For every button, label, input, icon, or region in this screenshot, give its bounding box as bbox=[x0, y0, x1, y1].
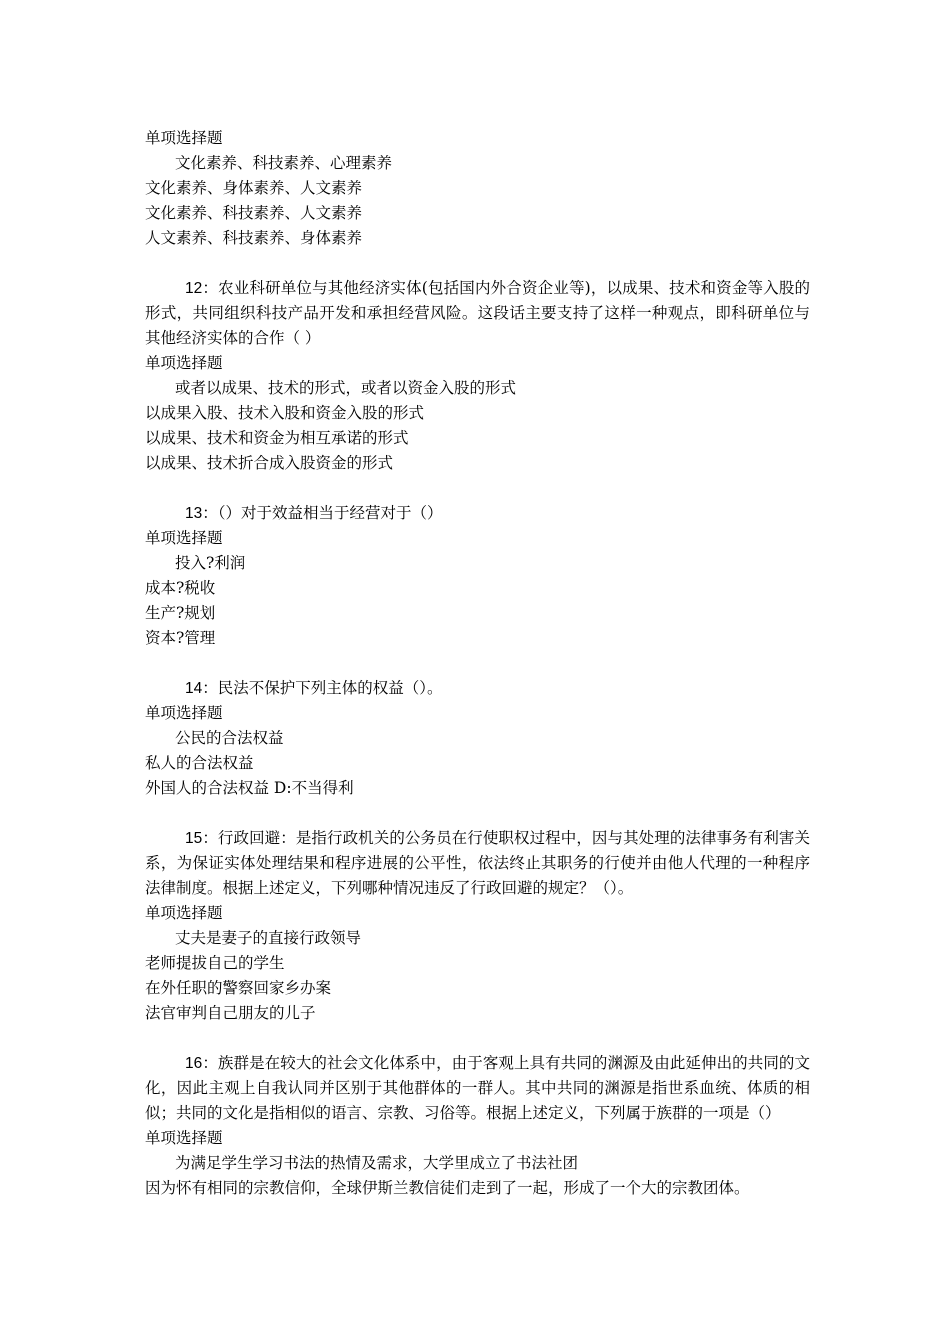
option-a: 丈夫是妻子的直接行政领导 bbox=[175, 929, 362, 947]
option-a: 公民的合法权益 bbox=[175, 729, 284, 747]
option-b: 以成果入股、技术入股和资金入股的形式 bbox=[145, 404, 425, 422]
option-a: 或者以成果、技术的形式，或者以资金入股的形式 bbox=[175, 379, 517, 397]
option-d: 以成果、技术折合成入股资金的形式 bbox=[145, 454, 394, 472]
question-text bbox=[145, 276, 810, 351]
option-b: 因为怀有相同的宗教信仰，全球伊斯兰教信徒们走到了一起，形成了一个大的宗教团体。 bbox=[145, 1179, 750, 1197]
question-stem: ：农业科研单位与其他经济实体(包括国内外合资企业等)，以成果、技术和资金等入股的形式，共同组织科技产品开发和承担经营风险。这段话主要支持了这样一种观点，即科研单位与其他经济实体的合作（ ） bbox=[145, 279, 810, 347]
option-a: 投入?利润 bbox=[175, 554, 246, 572]
question-text bbox=[145, 676, 810, 701]
option-b: 成本?税收 bbox=[145, 579, 216, 597]
option-c: 文化素养、科技素养、人文素养 bbox=[145, 204, 363, 222]
option-a: 为满足学生学习书法的热情及需求，大学里成立了书法社团 bbox=[175, 1154, 579, 1172]
question-block-11 bbox=[145, 126, 810, 251]
question-type-label: 单项选择题 bbox=[145, 129, 223, 147]
option-d: 人文素养、科技素养、身体素养 bbox=[145, 229, 363, 247]
question-type-label: 单项选择题 bbox=[145, 904, 223, 922]
question-stem: ：行政回避：是指行政机关的公务员在行使职权过程中，因与其处理的法律事务有利害关系，为保证实体处理结果和程序进展的公平性，依法终止其职务的行使并由他人代理的一种程序法律制度。根据上述定义，下列哪种情况违反了行政回避的规定？（）。 bbox=[145, 829, 810, 897]
question-stem: ：族群是在较大的社会文化体系中，由于客观上具有共同的渊源及由此延伸出的共同的文化，因此主观上自我认同并区别于其他群体的一群人。其中共同的渊源是指世系血统、体质的相似；共同的文化是指相似的语言、宗教、习俗等。根据上述定义，下列属于族群的一项是（） bbox=[145, 1054, 810, 1122]
option-c: 外国人的合法权益 D:不当得利 bbox=[145, 779, 354, 797]
question-type-label: 单项选择题 bbox=[145, 704, 223, 722]
option-d: 资本?管理 bbox=[145, 629, 216, 647]
question-text bbox=[145, 826, 810, 901]
question-type-label: 单项选择题 bbox=[145, 1129, 223, 1147]
option-b: 老师提拔自己的学生 bbox=[145, 954, 285, 972]
question-text bbox=[145, 1051, 810, 1126]
option-a: 文化素养、科技素养、心理素养 bbox=[175, 154, 393, 172]
option-c: 在外任职的警察回家乡办案 bbox=[145, 979, 332, 997]
question-block-12 bbox=[145, 276, 810, 476]
question-stem: ：（）对于效益相当于经营对于（） bbox=[202, 504, 443, 522]
question-number: 12 bbox=[185, 280, 203, 297]
question-number: 13 bbox=[185, 505, 203, 522]
question-text bbox=[145, 501, 810, 526]
question-block-16 bbox=[145, 1051, 810, 1201]
question-block-13 bbox=[145, 501, 810, 651]
question-number: 16 bbox=[185, 1055, 203, 1072]
question-block-15 bbox=[145, 826, 810, 1026]
option-b: 文化素养、身体素养、人文素养 bbox=[145, 179, 363, 197]
question-stem: ：民法不保护下列主体的权益（）。 bbox=[202, 679, 443, 697]
question-block-14 bbox=[145, 676, 810, 801]
option-b: 私人的合法权益 bbox=[145, 754, 254, 772]
question-type-label: 单项选择题 bbox=[145, 354, 223, 372]
option-c: 以成果、技术和资金为相互承诺的形式 bbox=[145, 429, 409, 447]
document-page bbox=[145, 126, 810, 1226]
option-d: 法官审判自己朋友的儿子 bbox=[145, 1004, 316, 1022]
question-number: 14 bbox=[185, 680, 203, 697]
question-type-label: 单项选择题 bbox=[145, 529, 223, 547]
question-number: 15 bbox=[185, 830, 203, 847]
option-c: 生产?规划 bbox=[145, 604, 216, 622]
